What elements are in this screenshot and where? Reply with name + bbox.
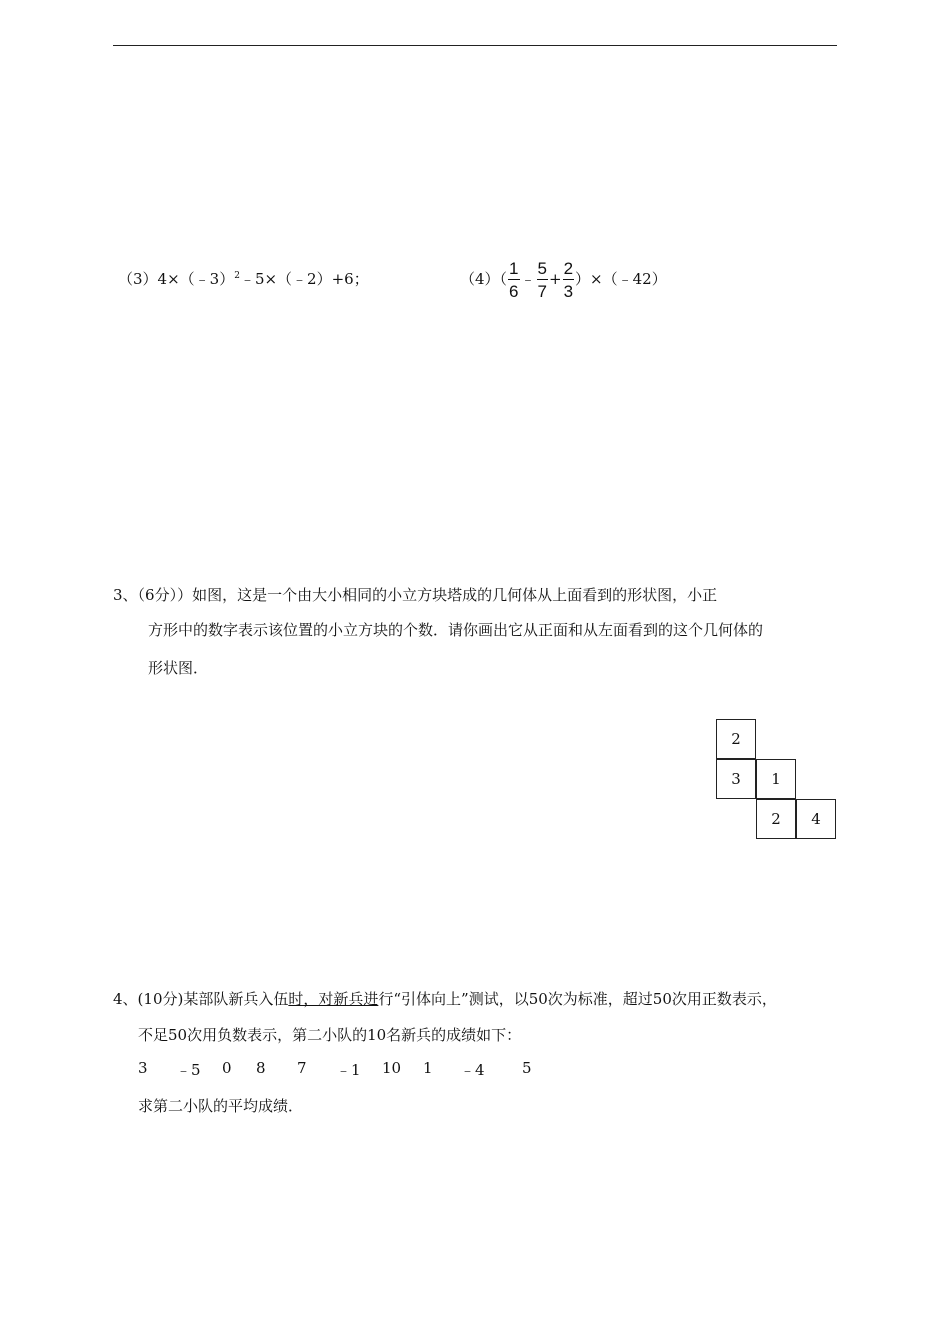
q4-line2: 不足50次用负数表示，第二小队的10名新兵的成绩如下： [138, 1026, 522, 1044]
fraction-numerator: 5 [537, 259, 547, 278]
q4-line4: 求第二小队的平均成绩． [138, 1097, 304, 1115]
q3-line1: 3、（6分））如图，这是一个由大小相同的小立方块塔成的几何体从上面看到的形状图，小正 [113, 586, 718, 604]
problem-4-suffix: ）×（﹣42） [575, 270, 667, 288]
score: 0 [222, 1059, 232, 1077]
score: 7 [297, 1059, 307, 1077]
grid-cell: 3 [716, 759, 756, 799]
problem-3-rest: ﹣5×（﹣2）+6； [239, 270, 369, 288]
fraction-denominator: 3 [563, 282, 574, 301]
minus-sign: ﹣ [520, 270, 536, 288]
score: ﹣1 [336, 1061, 361, 1079]
score: 8 [256, 1059, 266, 1077]
fraction-5-7 [537, 260, 548, 300]
score: 10 [382, 1059, 402, 1077]
problem-3-base: （3）4×（﹣3） [118, 270, 235, 288]
score: 1 [423, 1059, 433, 1077]
problem-3-exponent: 2 [234, 271, 240, 281]
fraction-1-6 [508, 260, 519, 300]
grid-cell: 2 [716, 719, 756, 759]
header-rule [113, 45, 837, 46]
problem-4-prefix: （4）（ [460, 270, 508, 288]
score: 5 [522, 1059, 532, 1077]
plus-sign: + [549, 270, 562, 288]
q3-line2: 方形中的数字表示该位置的小立方块的个数．请你画出它从正面和从左面看到的这个几何体的 [148, 621, 764, 639]
problem-4 [460, 260, 667, 300]
q4-line1-part-c: 行“引体向上”测试，以50次为标准，超过50次用正数表示， [378, 990, 777, 1008]
fraction-denominator: 7 [537, 282, 547, 301]
q4-line1 [113, 988, 777, 1009]
grid-cell: 2 [756, 799, 796, 839]
fraction-2-3 [563, 260, 574, 300]
q3-line3: 形状图． [148, 659, 209, 677]
fraction-numerator: 2 [563, 259, 574, 278]
grid-cell: 4 [796, 799, 836, 839]
problem-3 [118, 268, 369, 289]
score: 3 [138, 1059, 148, 1077]
score: ﹣4 [460, 1061, 485, 1079]
q4-line1-underlined: 时，对新兵进 [288, 990, 379, 1008]
fraction-numerator: 1 [509, 259, 519, 278]
grid-cell: 1 [756, 759, 796, 799]
q4-line1-part-a: 4、(10分)某部队新兵入伍 [113, 990, 289, 1008]
fraction-denominator: 6 [509, 282, 519, 301]
score: ﹣5 [176, 1061, 201, 1079]
